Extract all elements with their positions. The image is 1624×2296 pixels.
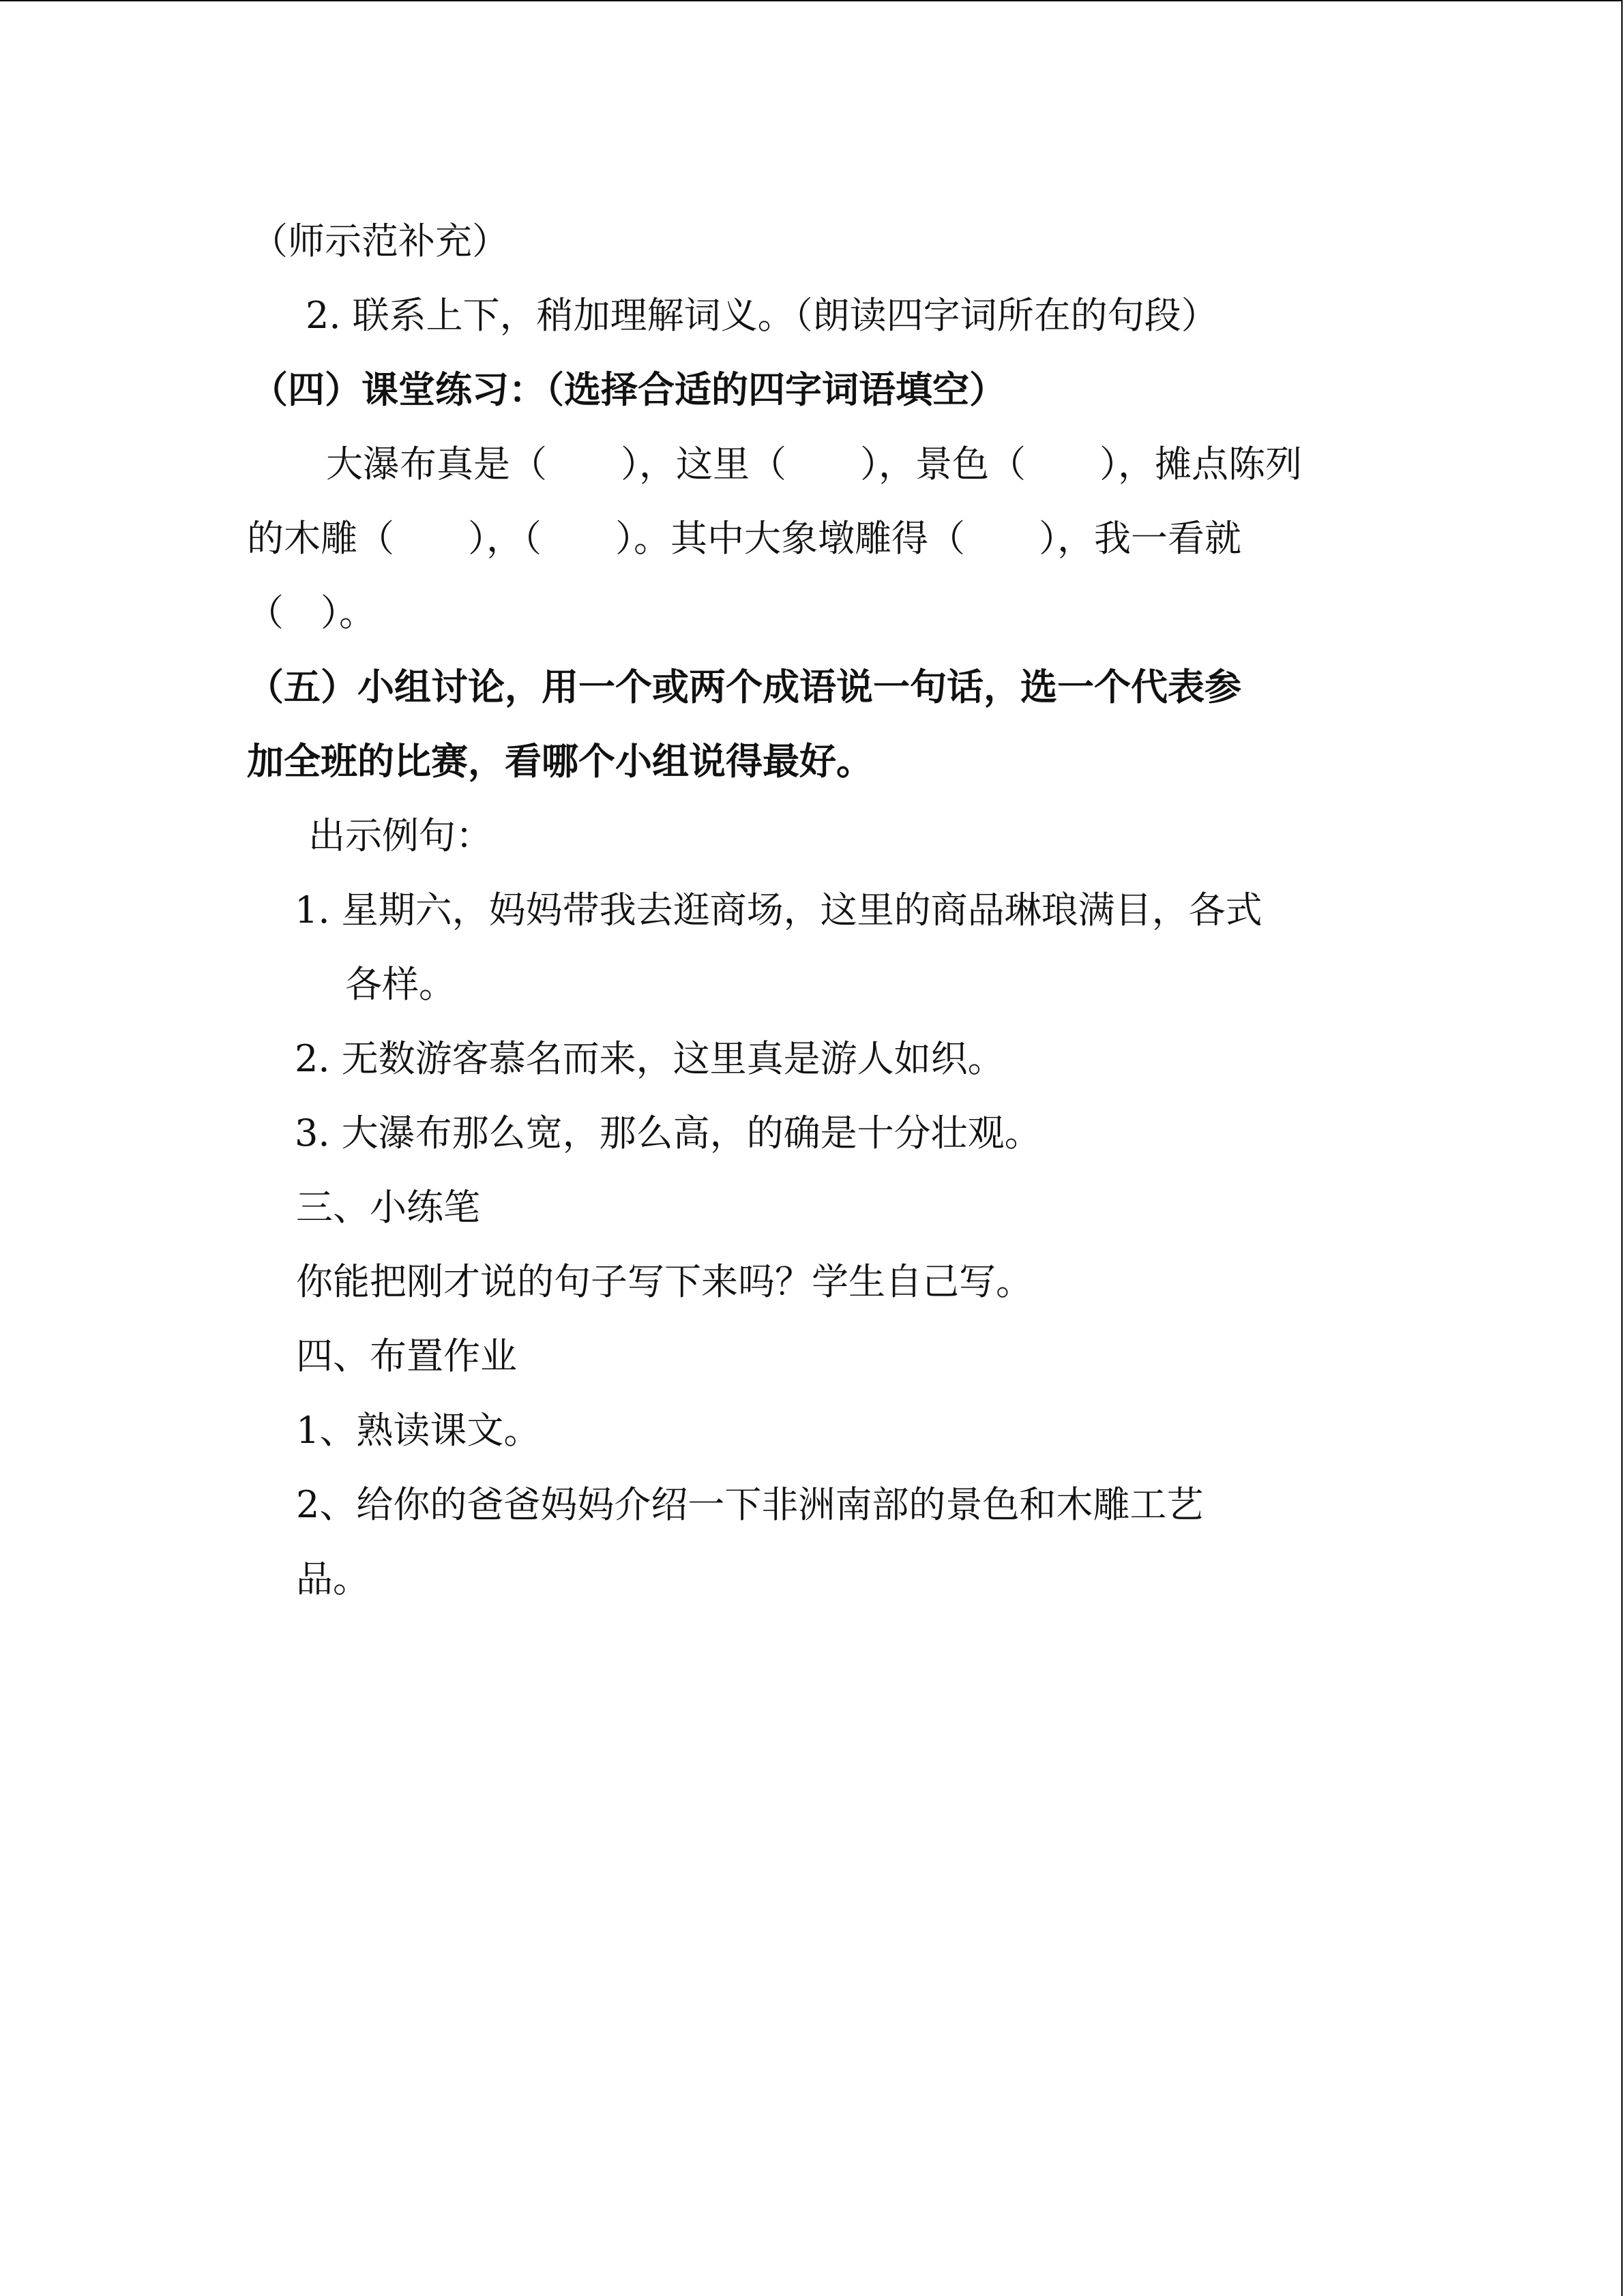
exercise-line-3: （ ）。 (247, 591, 376, 634)
homework-2: 2、给你的爸爸妈妈介绍一下非洲南部的景色和木雕工艺 (296, 1483, 1204, 1526)
part-3-text: 你能把刚才说的句子写下来吗？学生自己写。 (296, 1260, 1033, 1303)
example-2: 2. 无数游客慕名而来，这里真是游人如织。 (295, 1037, 1005, 1080)
example-1-cont: 各样。 (345, 963, 456, 1006)
example-3: 3. 大瀑布那么宽，那么高，的确是十分壮观。 (295, 1112, 1042, 1154)
example-label: 出示例句： (308, 814, 492, 857)
example-1: 1. 星期六，妈妈带我去逛商场，这里的商品琳琅满目，各式 (295, 889, 1263, 931)
part-4-heading: 四、布置作业 (296, 1335, 517, 1377)
exercise-line-2: 的木雕（ ），（ ）。其中大象墩雕得（ ），我一看就 (247, 517, 1241, 560)
homework-1: 1、熟读课文。 (296, 1409, 541, 1452)
section-5-heading: （五）小组讨论，用一个或两个成语说一句话，选一个代表参 (247, 666, 1241, 709)
section-4-heading: （四）课堂练习：（选择合适的四字词语填空） (251, 368, 1006, 411)
exercise-line-1: 大瀑布真是（ ），这里（ ），景色（ ），摊点陈列 (326, 443, 1302, 486)
homework-2-cont: 品。 (296, 1557, 370, 1600)
section-5-heading-cont: 加全班的比赛，看哪个小组说得最好。 (247, 740, 873, 783)
part-3-heading: 三、小练笔 (296, 1186, 480, 1229)
step-2-understand-words: 2. 联系上下，稍加理解词义。（朗读四字词所在的句段） (306, 294, 1218, 337)
teacher-demo-note: （师示范补充） (251, 220, 509, 263)
